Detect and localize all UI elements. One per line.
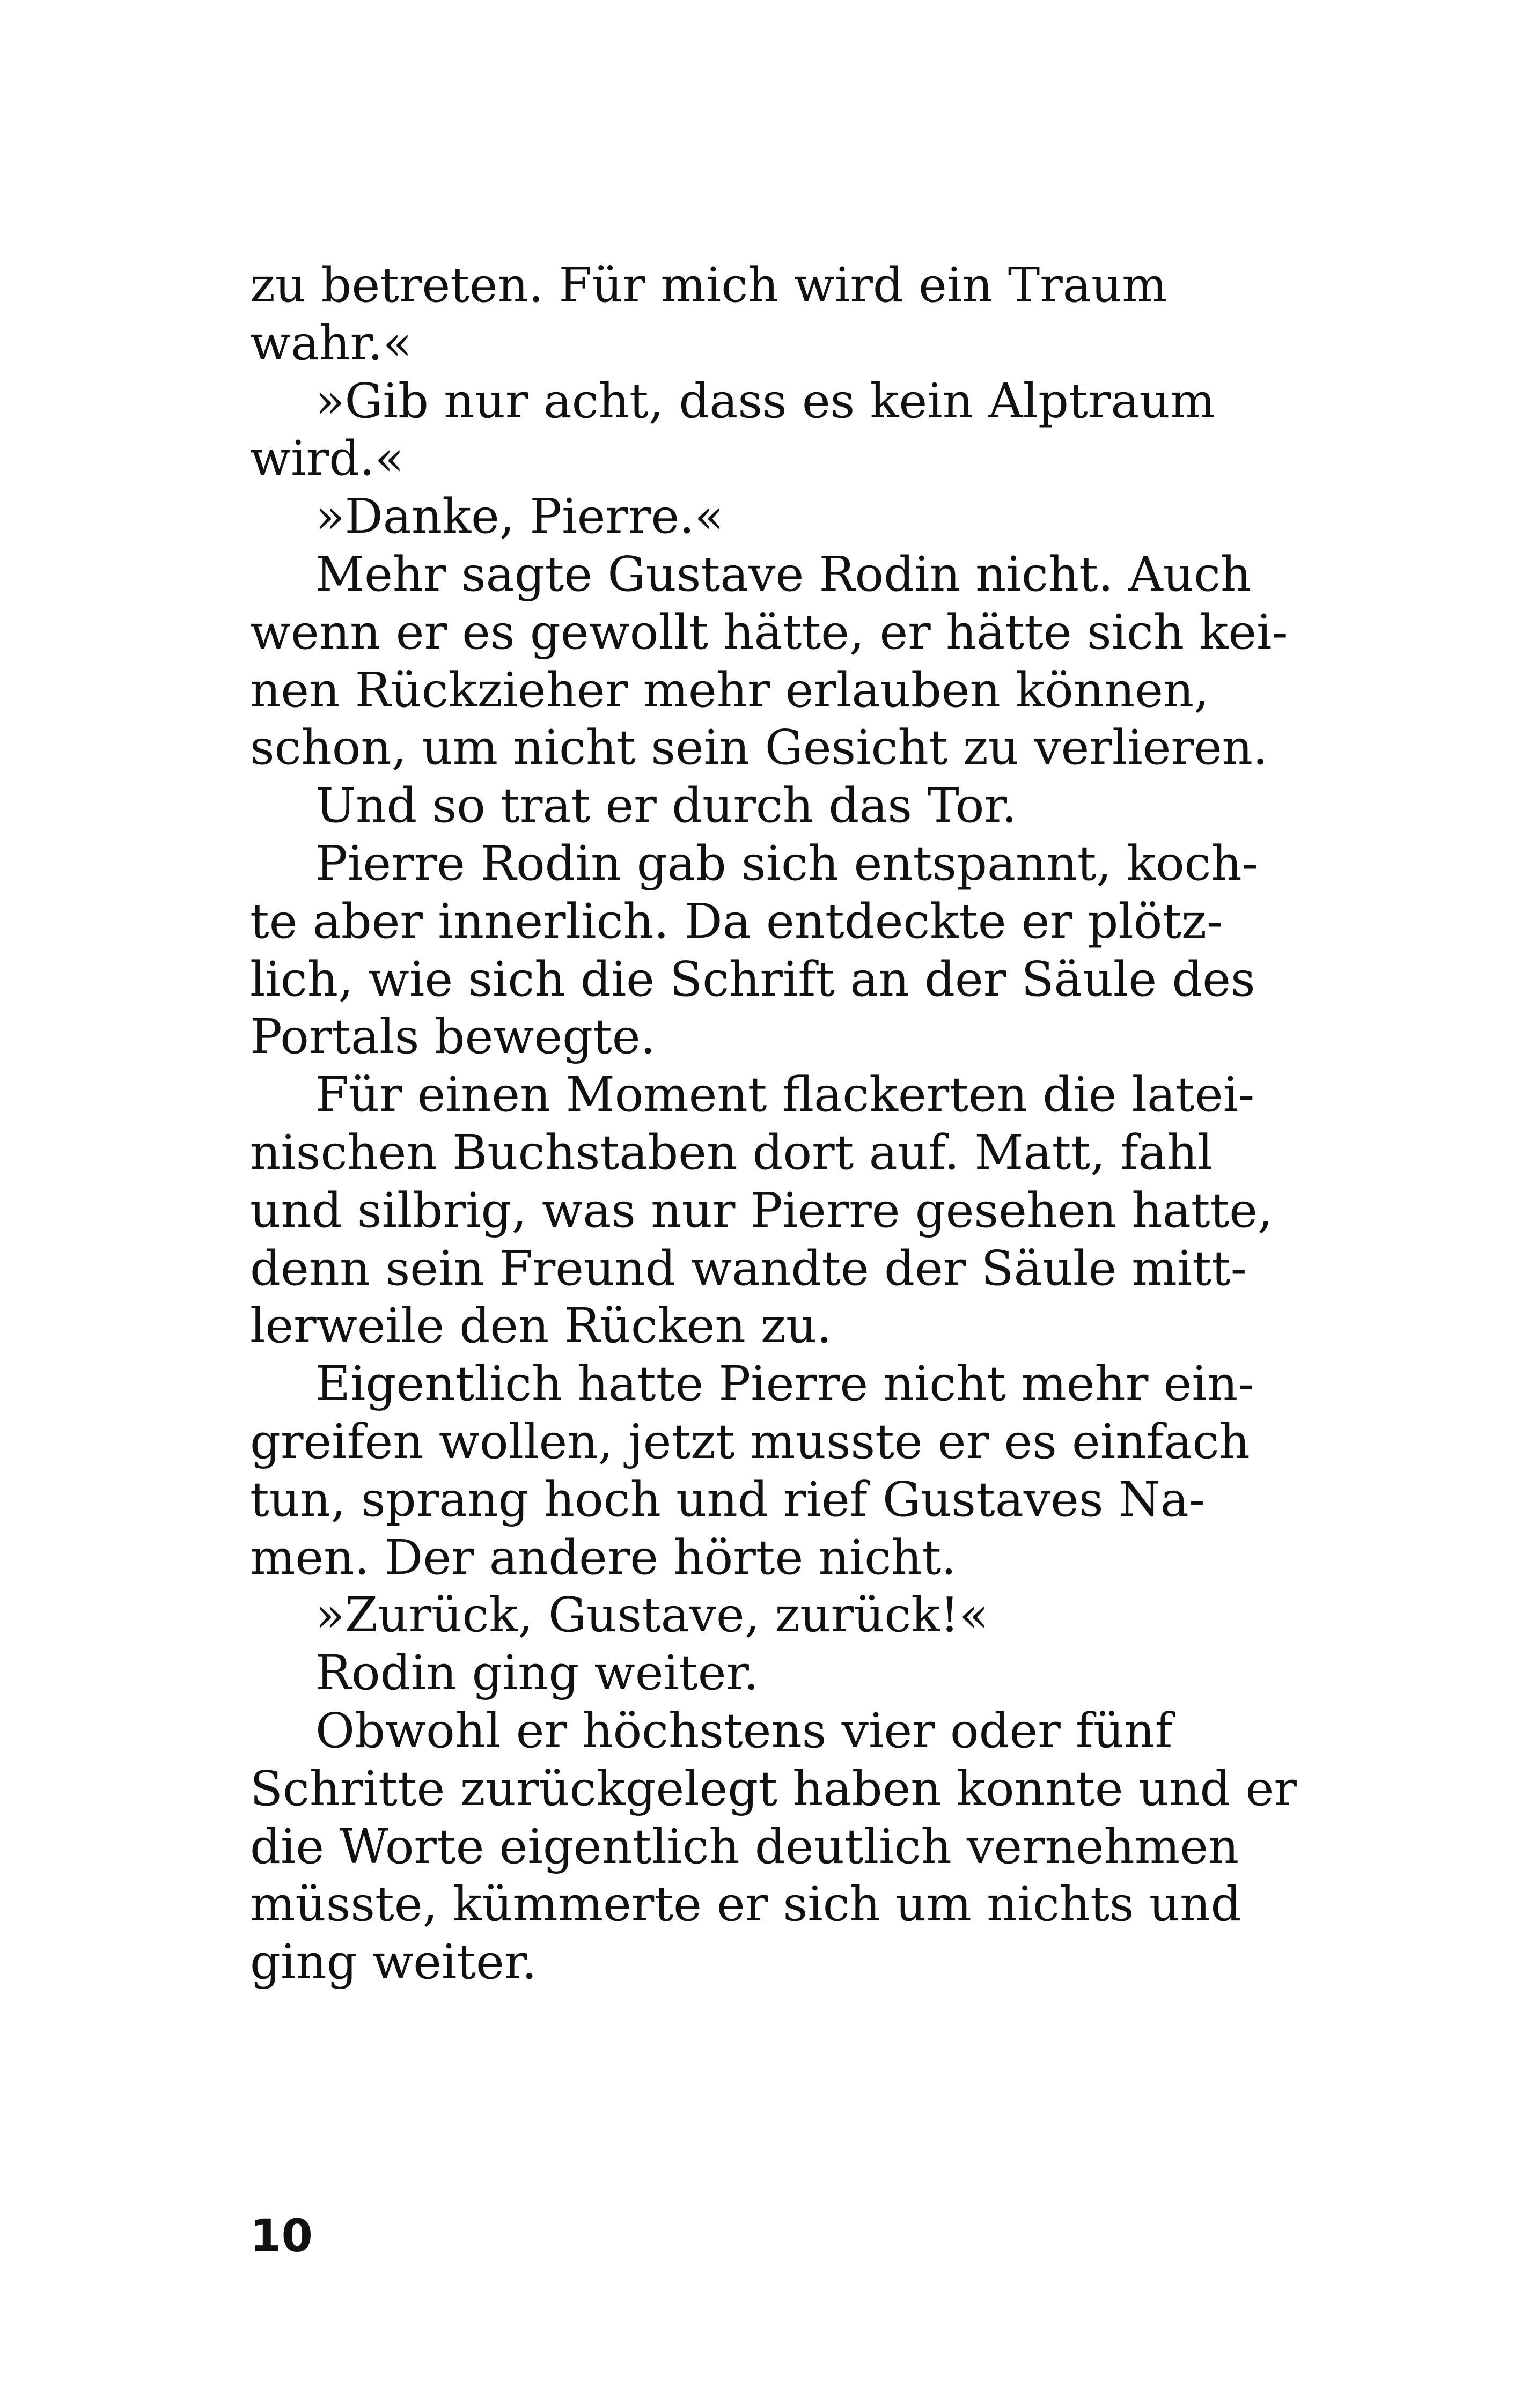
text-line: Eigentlich hatte Pierre nicht mehr ein- — [315, 1356, 1254, 1412]
text-line: und silbrig, was nur Pierre gesehen hatte, — [250, 1182, 1273, 1238]
text-line: men. Der andere hörte nicht. — [250, 1529, 957, 1585]
text-line: müsste, kümmerte er sich um nichts und — [250, 1876, 1241, 1932]
text-line: Und so trat er durch das Tor. — [315, 777, 1017, 834]
page-number: 10 — [250, 2210, 313, 2262]
text-line: Schritte zurückgelegt haben konnte und er — [250, 1760, 1297, 1816]
text-line: Mehr sagte Gustave Rodin nicht. Auch — [315, 546, 1252, 602]
text-line: Portals bewegte. — [250, 1008, 656, 1065]
text-line: Obwohl er höchstens vier oder fünf — [315, 1702, 1173, 1758]
text-line: nen Rückzieher mehr erlauben können, — [250, 661, 1209, 718]
text-line: te aber innerlich. Da entdeckte er plötz- — [250, 893, 1223, 949]
text-line: wenn er es gewollt hätte, er hätte sich kei- — [250, 603, 1288, 660]
text-line: Rodin ging weiter. — [315, 1645, 759, 1701]
text-line: zu betreten. Für mich wird ein Traum — [250, 257, 1167, 313]
text-line: schon, um nicht sein Gesicht zu verlieren. — [250, 719, 1268, 776]
text-line: Pierre Rodin gab sich entspannt, koch- — [315, 835, 1258, 891]
text-line: wahr.« — [250, 314, 413, 371]
text-line: nischen Buchstaben dort auf. Matt, fahl — [250, 1124, 1213, 1180]
text-line: Für einen Moment flackerten die latei- — [315, 1066, 1255, 1123]
text-line: wird.« — [250, 430, 404, 487]
text-line: die Worte eigentlich deutlich vernehmen — [250, 1818, 1239, 1874]
text-line: denn sein Freund wandte der Säule mitt- — [250, 1240, 1247, 1296]
text-line: ging weiter. — [250, 1934, 537, 1990]
text-line: lich, wie sich die Schrift an der Säule des — [250, 951, 1255, 1007]
text-line: tun, sprang hoch und rief Gustaves Na- — [250, 1471, 1205, 1527]
text-line: »Gib nur acht, dass es kein Alptraum — [315, 372, 1216, 429]
text-line: lerweile den Rücken zu. — [250, 1298, 832, 1354]
text-line: »Danke, Pierre.« — [315, 488, 724, 544]
text-line: greifen wollen, jetzt musste er es einfach — [250, 1413, 1250, 1469]
text-line: »Zurück, Gustave, zurück!« — [315, 1587, 989, 1643]
body-text — [250, 256, 1297, 1991]
